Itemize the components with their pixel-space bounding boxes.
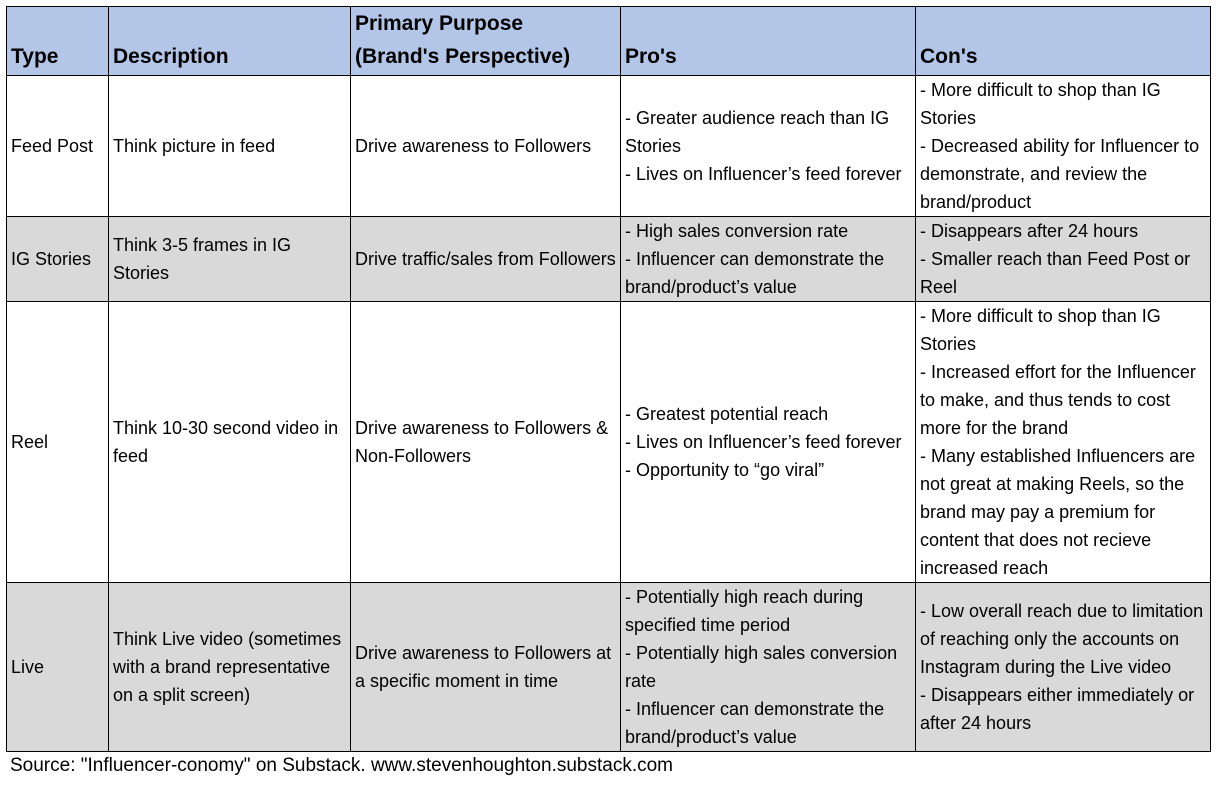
cell-description: Think Live video (sometimes with a brand representative on a split screen): [109, 583, 351, 752]
con-item: - Disappears either immediately or after 24 hours: [920, 685, 1195, 733]
table-row: [7, 217, 1211, 302]
cell-cons: [916, 217, 1211, 302]
cell-description: Think 3-5 frames in IG Stories: [109, 217, 351, 302]
con-item: - Smaller reach than Feed Post or Reel: [920, 249, 1191, 297]
cell-pros: [621, 217, 916, 302]
pro-item: - Influencer can demonstrate the brand/product’s value: [625, 699, 885, 747]
cell-purpose: Drive awareness to Followers at a specific moment in time: [351, 583, 621, 752]
con-item: - Many established Influencers are not great at making Reels, so the brand may pay a premium for content that does not recieve increased reach: [920, 446, 1196, 578]
header-pros: Pro's: [621, 7, 916, 76]
con-item: - More difficult to shop than IG Stories: [920, 80, 1161, 128]
pro-item: - Lives on Influencer’s feed forever: [625, 164, 902, 184]
cell-type: Live: [7, 583, 109, 752]
cell-description: Think 10-30 second video in feed: [109, 302, 351, 583]
table-row: [7, 302, 1211, 583]
pro-item: - Greatest potential reach: [625, 404, 829, 424]
con-item: - Disappears after 24 hours: [920, 221, 1139, 241]
header-purpose-line1: Primary Purpose: [355, 12, 524, 35]
pro-item: - Opportunity to “go viral”: [625, 460, 825, 480]
con-item: - Decreased ability for Influencer to demonstrate, and review the brand/product: [920, 136, 1200, 212]
cell-cons: [916, 76, 1211, 217]
header-description: Description: [109, 7, 351, 76]
pro-item: - Potentially high reach during specified time period: [625, 587, 864, 635]
header-cons: Con's: [916, 7, 1211, 76]
header-primary-purpose: [351, 7, 621, 76]
cell-pros: [621, 583, 916, 752]
cell-purpose: Drive awareness to Followers & Non-Followers: [351, 302, 621, 583]
pro-item: - Influencer can demonstrate the brand/product’s value: [625, 249, 885, 297]
cell-cons: [916, 583, 1211, 752]
cell-type: Feed Post: [7, 76, 109, 217]
pro-item: - Potentially high sales conversion rate: [625, 643, 898, 691]
header-row: [7, 7, 1211, 76]
con-item: - Low overall reach due to limitation of reaching only the accounts on Instagram during the Live video: [920, 601, 1204, 677]
cell-type: IG Stories: [7, 217, 109, 302]
cell-pros: [621, 302, 916, 583]
table-row: [7, 76, 1211, 217]
cell-cons: [916, 302, 1211, 583]
pro-item: - High sales conversion rate: [625, 221, 849, 241]
cell-pros: [621, 76, 916, 217]
con-item: - More difficult to shop than IG Stories: [920, 306, 1161, 354]
header-purpose-line2: (Brand's Perspective): [355, 45, 571, 68]
con-item: - Increased effort for the Influencer to make, and thus tends to cost more for the brand: [920, 362, 1196, 438]
cell-description: Think picture in feed: [109, 76, 351, 217]
pro-item: - Greater audience reach than IG Stories: [625, 108, 890, 156]
header-type: Type: [7, 7, 109, 76]
cell-type: Reel: [7, 302, 109, 583]
cell-purpose: Drive traffic/sales from Followers: [351, 217, 621, 302]
table-row: [7, 583, 1211, 752]
source-caption: Source: "Influencer-conomy" on Substack. www.stevenhoughton.substack.com: [10, 755, 673, 776]
cell-purpose: Drive awareness to Followers: [351, 76, 621, 217]
comparison-table: [6, 6, 1211, 752]
pro-item: - Lives on Influencer’s feed forever: [625, 432, 902, 452]
